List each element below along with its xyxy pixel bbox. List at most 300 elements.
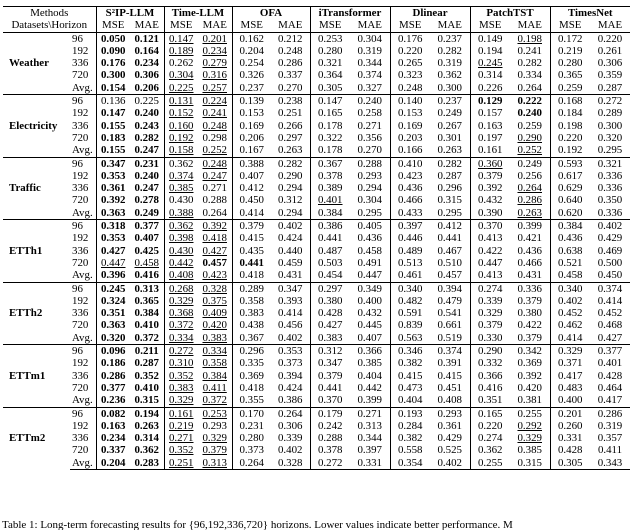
dataset-name: ETTh2 (3, 282, 70, 344)
metric-value: 0.427 (317, 319, 343, 332)
metric-value: 0.418 (239, 269, 264, 282)
metric-value: 0.334 (168, 331, 194, 344)
metric-value: 0.410 (134, 319, 159, 332)
metric-value: 0.459 (277, 256, 303, 269)
metric-value: 0.343 (597, 456, 623, 469)
table-cell (550, 170, 590, 182)
table-cell (470, 120, 510, 132)
table-row (3, 420, 630, 432)
metric-value: 0.249 (134, 206, 159, 219)
table-cell (390, 120, 430, 132)
table-cell (96, 170, 130, 182)
table-cell (232, 107, 271, 119)
metric-value: 0.259 (557, 81, 583, 94)
metric-value: 0.157 (477, 107, 503, 120)
metric-value: 0.362 (168, 220, 194, 233)
metric-value: 0.407 (357, 331, 382, 344)
metric-value: 0.313 (134, 282, 159, 295)
horizon-cell: 336 (70, 120, 96, 132)
metric-value: 0.262 (168, 57, 194, 70)
table-cell (470, 269, 510, 282)
table-cell (470, 245, 510, 257)
metric-value: 0.362 (168, 157, 194, 170)
metric-value: 0.245 (477, 57, 503, 70)
table-cell (96, 282, 130, 295)
metric-value: 0.385 (357, 357, 382, 370)
table-cell (271, 245, 310, 257)
metric-value: 0.379 (239, 220, 264, 233)
table-cell (350, 32, 390, 45)
metric-value: 0.297 (277, 131, 303, 144)
metric-value: 0.467 (437, 244, 462, 257)
table-cell (310, 207, 350, 220)
table-cell (550, 432, 590, 444)
metric-value: 0.438 (239, 319, 264, 332)
metric-value: 0.212 (277, 32, 303, 45)
table-cell (350, 269, 390, 282)
metric-value: 0.433 (397, 206, 423, 219)
metric-value: 0.264 (517, 182, 542, 195)
table-cell (430, 82, 470, 95)
metric-value: 0.154 (100, 81, 126, 94)
table-cell (430, 120, 470, 132)
metric-value: 0.450 (239, 194, 264, 207)
metric-value: 0.282 (437, 44, 462, 57)
table-cell (130, 282, 164, 295)
metric-value: 0.162 (239, 32, 264, 45)
table-cell (590, 257, 630, 269)
metric-value: 0.289 (239, 282, 264, 295)
metric-value: 0.247 (202, 169, 227, 182)
metric-value: 0.513 (397, 256, 423, 269)
metric-value: 0.328 (277, 456, 303, 469)
table-cell (430, 295, 470, 307)
metric-value: 0.321 (597, 157, 623, 170)
metric-value: 0.424 (277, 381, 303, 394)
metric-value: 0.153 (239, 107, 264, 120)
table-cell (310, 345, 350, 358)
table-cell (271, 345, 310, 358)
table-cell (350, 307, 390, 319)
table-cell (232, 319, 271, 331)
metric-value: 0.293 (357, 169, 382, 182)
table-cell (232, 232, 271, 244)
table-caption: Table 1: Long-term forecasting results for {96,192,336,720} horizons. Lower values indicate better performance. M (2, 519, 513, 530)
table-cell (164, 144, 198, 157)
metric-value: 0.231 (239, 419, 264, 432)
metric-value: 0.284 (397, 419, 423, 432)
metric-value: 0.266 (277, 119, 303, 132)
table-cell (164, 157, 198, 170)
table-cell (470, 220, 510, 233)
table-cell (350, 282, 390, 295)
table-cell (130, 332, 164, 345)
metric-value: 0.352 (134, 369, 159, 382)
table-row (3, 269, 630, 282)
table-cell (130, 45, 164, 57)
table-cell (130, 107, 164, 119)
metric-value: 0.163 (477, 119, 503, 132)
table-cell (130, 432, 164, 444)
table-cell (130, 407, 164, 420)
table-cell (350, 120, 390, 132)
table-cell (198, 432, 232, 444)
metric-value: 0.422 (517, 319, 542, 332)
table-cell (390, 382, 430, 394)
table-cell (510, 82, 550, 95)
metric-value: 0.305 (557, 456, 583, 469)
table-cell (470, 257, 510, 269)
table-row (3, 245, 630, 257)
table-cell (164, 45, 198, 57)
metric-value: 0.441 (239, 256, 264, 269)
metric-value: 0.167 (239, 144, 264, 157)
metric-value: 0.279 (202, 57, 227, 70)
metric-value: 0.161 (168, 407, 194, 420)
table-cell (430, 220, 470, 233)
table-cell (390, 82, 430, 95)
table-cell (271, 157, 310, 170)
table-cell (590, 407, 630, 420)
table-cell (470, 295, 510, 307)
table-cell (350, 394, 390, 407)
metric-value: 0.360 (477, 157, 503, 170)
metric-value: 0.286 (100, 369, 126, 382)
table-cell (390, 407, 430, 420)
table-cell (232, 332, 271, 345)
table-row (3, 82, 630, 95)
metric-value: 0.384 (134, 307, 159, 320)
metric-value: 0.383 (202, 331, 227, 344)
table-cell (550, 295, 590, 307)
metric-value: 0.240 (357, 95, 382, 108)
metric-value: 0.349 (357, 282, 382, 295)
table-cell (550, 319, 590, 331)
metric-value: 0.452 (557, 307, 583, 320)
metric-value: 0.464 (597, 381, 623, 394)
table-cell (550, 232, 590, 244)
metric-value: 0.457 (437, 269, 462, 282)
table-cell (198, 332, 232, 345)
table-cell (198, 444, 232, 456)
metric-value: 0.458 (357, 244, 382, 257)
metric-value: 0.402 (277, 331, 303, 344)
metric-value: 0.314 (134, 432, 159, 445)
table-cell (590, 57, 630, 69)
metric-value: 0.396 (100, 269, 126, 282)
table-cell (164, 120, 198, 132)
table-cell (96, 32, 130, 45)
table-cell (550, 194, 590, 206)
table-cell (310, 357, 350, 369)
table-cell (430, 332, 470, 345)
table-cell (590, 232, 630, 244)
table-cell (96, 245, 130, 257)
metric-value: 0.249 (437, 107, 462, 120)
metric-value: 0.298 (202, 131, 227, 144)
metric-value: 0.347 (100, 157, 126, 170)
horizon-cell: 96 (70, 95, 96, 108)
metric-value: 0.346 (397, 345, 423, 358)
metric-value: 0.839 (397, 319, 423, 332)
table-cell (390, 282, 430, 295)
table-cell (350, 220, 390, 233)
metric-value: 0.354 (397, 456, 423, 469)
metric-value: 0.324 (100, 294, 126, 307)
metric-value: 0.267 (437, 119, 462, 132)
metric-value: 0.359 (597, 69, 623, 82)
table-cell (96, 269, 130, 282)
metric-value: 0.158 (168, 144, 194, 157)
metric-value: 0.170 (239, 407, 264, 420)
metric-value: 0.466 (397, 194, 423, 207)
table-cell (198, 245, 232, 257)
table-cell (430, 69, 470, 81)
table-row (3, 394, 630, 407)
table-cell (310, 232, 350, 244)
table-cell (271, 407, 310, 420)
table-cell (198, 57, 232, 69)
metric-value: 0.274 (477, 282, 503, 295)
metric-value: 0.405 (357, 220, 382, 233)
table-cell (390, 457, 430, 470)
table-row (3, 170, 630, 182)
metric-value: 0.362 (477, 444, 503, 457)
table-cell (164, 220, 198, 233)
metric-value: 0.193 (397, 407, 423, 420)
table-cell (430, 257, 470, 269)
table-cell (470, 157, 510, 170)
table-cell (510, 232, 550, 244)
table-cell (350, 182, 390, 194)
table-cell (232, 245, 271, 257)
metric-value: 0.201 (557, 407, 583, 420)
table-cell (271, 170, 310, 182)
metric-value: 0.407 (239, 169, 264, 182)
table-cell (96, 307, 130, 319)
table-cell (164, 232, 198, 244)
metric-value: 0.393 (277, 294, 303, 307)
metric-value: 0.629 (557, 182, 583, 195)
horizon-cell: 720 (70, 319, 96, 331)
methods-label: Methods (3, 7, 96, 20)
table-cell (232, 120, 271, 132)
table-cell (390, 194, 430, 206)
metric-value: 0.370 (317, 394, 343, 407)
table-cell (164, 345, 198, 358)
mae-header: MAE (271, 19, 310, 32)
table-cell (310, 257, 350, 269)
table-cell (96, 394, 130, 407)
table-cell (470, 82, 510, 95)
table-cell (550, 420, 590, 432)
metric-value: 0.147 (317, 95, 343, 108)
horizon-cell: 192 (70, 170, 96, 182)
metric-value: 0.482 (397, 294, 423, 307)
metric-value: 0.392 (100, 194, 126, 207)
metric-value: 0.300 (437, 81, 462, 94)
metric-value: 0.640 (557, 194, 583, 207)
metric-value: 0.313 (202, 456, 227, 469)
table-cell (271, 357, 310, 369)
table-cell (271, 432, 310, 444)
metric-value: 0.240 (134, 169, 159, 182)
table-cell (310, 407, 350, 420)
table-cell (590, 144, 630, 157)
metric-value: 0.198 (557, 119, 583, 132)
table-cell (510, 144, 550, 157)
table-cell (96, 95, 130, 108)
table-cell (310, 132, 350, 144)
metric-value: 0.319 (437, 57, 462, 70)
metric-value: 0.282 (517, 57, 542, 70)
metric-value: 0.386 (277, 394, 303, 407)
metric-value: 0.248 (202, 157, 227, 170)
table-cell (510, 45, 550, 57)
metric-value: 0.411 (202, 381, 227, 394)
metric-value: 0.414 (557, 331, 583, 344)
metric-value: 0.139 (239, 95, 264, 108)
table-cell (198, 107, 232, 119)
metric-value: 0.287 (134, 357, 159, 370)
metric-value: 0.408 (168, 269, 194, 282)
metric-value: 0.440 (277, 244, 303, 257)
metric-value: 0.278 (134, 194, 159, 207)
table-cell (271, 269, 310, 282)
table-cell (96, 444, 130, 456)
table-row (3, 95, 630, 108)
metric-value: 0.329 (557, 345, 583, 358)
table-cell (510, 370, 550, 382)
metric-value: 0.301 (437, 131, 462, 144)
table-cell (430, 95, 470, 108)
table-cell (470, 170, 510, 182)
table-cell (550, 45, 590, 57)
metric-value: 0.271 (202, 182, 227, 195)
table-row (3, 144, 630, 157)
metric-value: 0.206 (239, 131, 264, 144)
metric-value: 0.265 (397, 57, 423, 70)
metric-value: 0.384 (202, 369, 227, 382)
table-cell (510, 120, 550, 132)
table-cell (164, 182, 198, 194)
metric-value: 0.323 (397, 69, 423, 82)
metric-value: 0.272 (597, 95, 623, 108)
metric-value: 0.362 (134, 444, 159, 457)
metric-value: 0.295 (357, 206, 382, 219)
metric-value: 0.447 (100, 256, 126, 269)
table-cell (510, 207, 550, 220)
metric-value: 0.336 (597, 206, 623, 219)
table-cell (96, 220, 130, 233)
metric-value: 0.121 (134, 32, 159, 45)
metric-value: 0.332 (477, 357, 503, 370)
table-cell (130, 394, 164, 407)
table-cell (470, 69, 510, 81)
metric-value: 0.329 (168, 394, 194, 407)
table-cell (510, 107, 550, 119)
table-cell (550, 394, 590, 407)
metric-value: 0.436 (557, 232, 583, 245)
metric-value: 0.563 (397, 331, 423, 344)
metric-value: 0.257 (202, 81, 227, 94)
table-cell (470, 95, 510, 108)
table-cell (271, 32, 310, 45)
table-cell (470, 394, 510, 407)
metric-value: 0.288 (357, 157, 382, 170)
metric-value: 0.420 (202, 319, 227, 332)
metric-value: 0.247 (134, 144, 159, 157)
table-cell (96, 295, 130, 307)
metric-value: 0.363 (100, 206, 126, 219)
metric-value: 0.414 (597, 294, 623, 307)
metric-value: 0.264 (277, 407, 303, 420)
table-cell (550, 257, 590, 269)
table-cell (430, 57, 470, 69)
metric-value: 0.427 (202, 244, 227, 257)
metric-value: 0.400 (357, 294, 382, 307)
metric-value: 0.483 (557, 381, 583, 394)
table-cell (510, 95, 550, 108)
table-cell (510, 407, 550, 420)
metric-value: 0.237 (239, 81, 264, 94)
table-cell (232, 432, 271, 444)
metric-value: 0.379 (517, 331, 542, 344)
table-cell (130, 257, 164, 269)
table-cell (271, 69, 310, 81)
mae-header: MAE (590, 19, 630, 32)
metric-value: 0.259 (517, 119, 542, 132)
table-cell (232, 194, 271, 206)
table-cell (510, 257, 550, 269)
table-cell (550, 69, 590, 81)
table-cell (350, 194, 390, 206)
table-cell (590, 370, 630, 382)
metric-value: 0.225 (134, 95, 159, 108)
table-cell (164, 457, 198, 470)
metric-value: 0.286 (277, 57, 303, 70)
metric-value: 0.380 (517, 307, 542, 320)
table-cell (310, 382, 350, 394)
table-cell (550, 307, 590, 319)
metric-value: 0.351 (100, 307, 126, 320)
table-cell (550, 32, 590, 45)
metric-value: 0.204 (239, 44, 264, 57)
metric-value: 0.365 (557, 69, 583, 82)
metric-value: 0.219 (168, 419, 194, 432)
table-cell (310, 120, 350, 132)
metric-value: 0.305 (317, 81, 343, 94)
metric-value: 0.394 (277, 369, 303, 382)
metric-value: 0.436 (517, 244, 542, 257)
table-cell (470, 282, 510, 295)
table-cell (310, 45, 350, 57)
table-cell (470, 432, 510, 444)
table-cell (130, 144, 164, 157)
metric-value: 0.286 (517, 194, 542, 207)
table-cell (590, 432, 630, 444)
table-cell (390, 357, 430, 369)
table-cell (350, 432, 390, 444)
metric-value: 0.335 (239, 357, 264, 370)
metric-value: 0.452 (597, 307, 623, 320)
table-cell (430, 370, 470, 382)
metric-value: 0.339 (477, 294, 503, 307)
metric-value: 0.347 (277, 282, 303, 295)
table-cell (350, 207, 390, 220)
table-cell (310, 307, 350, 319)
table-cell (470, 194, 510, 206)
